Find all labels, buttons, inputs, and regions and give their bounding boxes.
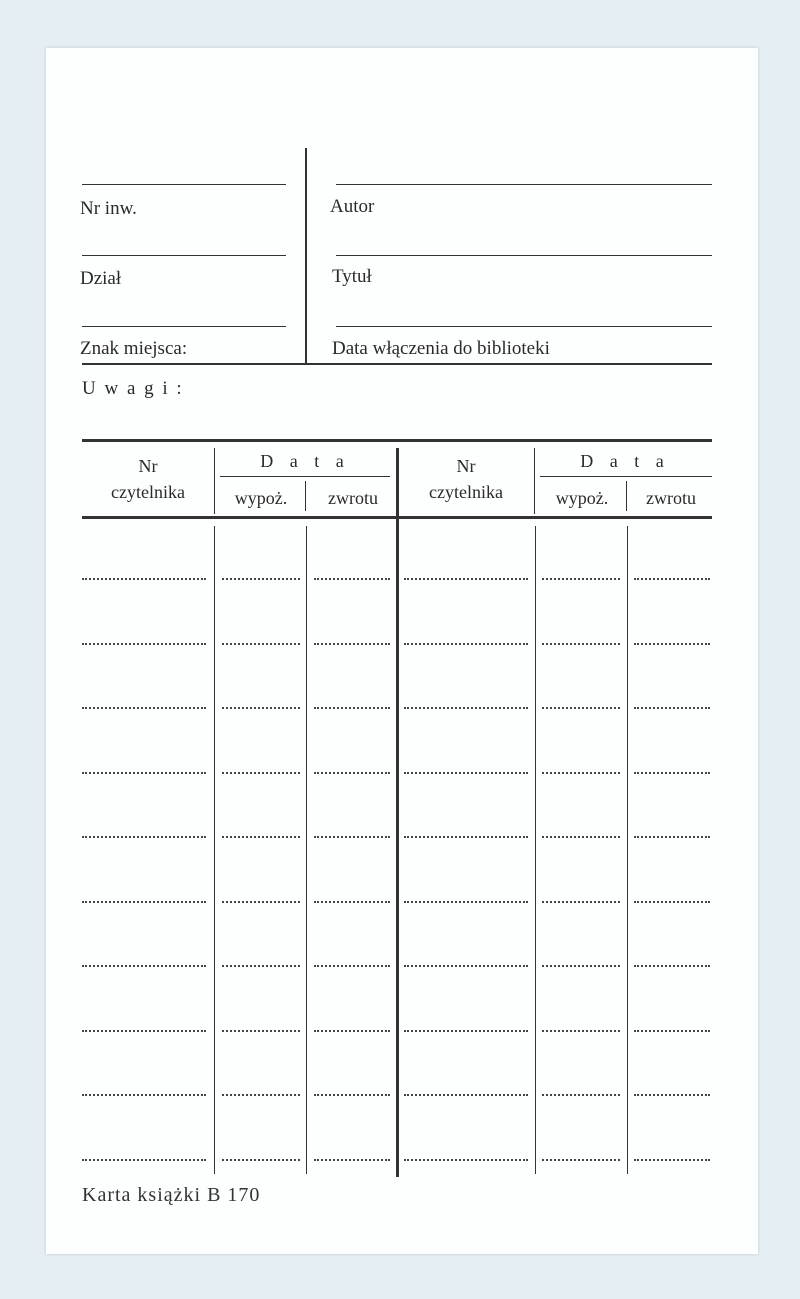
date-header-left: D a t a <box>260 451 350 471</box>
entry-dotted-line <box>634 1159 710 1161</box>
entry-dotted-line <box>222 901 300 903</box>
entry-dotted-line <box>542 1030 620 1032</box>
date-split-right <box>626 481 627 511</box>
entry-dotted-line <box>542 578 620 580</box>
entry-dotted-line <box>222 1030 300 1032</box>
reader-no-header-right-line1: Nr <box>456 456 476 476</box>
title-label: Tytuł <box>332 266 372 287</box>
title-line <box>336 255 712 256</box>
department-line <box>82 255 286 256</box>
entry-dotted-line <box>404 1030 528 1032</box>
entry-dotted-line <box>404 965 528 967</box>
entry-dotted-line <box>222 772 300 774</box>
entry-dotted-line <box>404 1159 528 1161</box>
entry-dotted-line <box>404 707 528 709</box>
library-book-card <box>46 48 758 1254</box>
reader-no-header-left-line2: czytelnika <box>111 482 185 502</box>
top-section-separator <box>82 363 712 365</box>
col-sep-3 <box>396 519 399 1177</box>
entry-dotted-line <box>314 901 390 903</box>
date-included-line <box>336 326 712 327</box>
entry-dotted-line <box>634 901 710 903</box>
entry-dotted-line <box>314 1159 390 1161</box>
entry-dotted-line <box>542 836 620 838</box>
col-sep-2 <box>306 526 307 1174</box>
entry-dotted-line <box>404 901 528 903</box>
entry-dotted-line <box>82 1030 206 1032</box>
entry-dotted-line <box>542 1159 620 1161</box>
col-sep-3-header <box>396 448 399 518</box>
shelf-mark-line <box>82 326 286 327</box>
entry-dotted-line <box>314 836 390 838</box>
return-header-right: zwrotu <box>646 488 696 508</box>
entry-dotted-line <box>82 772 206 774</box>
date-header-right: D a t a <box>580 451 670 471</box>
entry-dotted-line <box>222 643 300 645</box>
entry-dotted-line <box>314 578 390 580</box>
entry-dotted-line <box>634 965 710 967</box>
reader-no-header-right-line2: czytelnika <box>429 482 503 502</box>
entry-dotted-line <box>314 643 390 645</box>
entry-dotted-line <box>314 965 390 967</box>
entry-dotted-line <box>404 643 528 645</box>
date-included-label: Data włączenia do biblioteki <box>332 338 550 359</box>
entry-dotted-line <box>222 836 300 838</box>
entry-dotted-line <box>542 965 620 967</box>
entry-dotted-line <box>82 707 206 709</box>
entry-dotted-line <box>404 772 528 774</box>
col-sep-5 <box>627 526 628 1174</box>
entry-dotted-line <box>222 1094 300 1096</box>
entry-dotted-line <box>314 707 390 709</box>
entry-dotted-line <box>222 578 300 580</box>
entry-dotted-line <box>634 1030 710 1032</box>
entry-dotted-line <box>404 578 528 580</box>
entry-dotted-line <box>82 836 206 838</box>
borrow-header-left: wypoż. <box>234 488 288 508</box>
entry-dotted-line <box>314 1030 390 1032</box>
entry-dotted-line <box>222 1159 300 1161</box>
entry-dotted-line <box>634 643 710 645</box>
entry-dotted-line <box>404 1094 528 1096</box>
author-line <box>336 184 712 185</box>
entry-dotted-line <box>542 901 620 903</box>
entry-dotted-line <box>634 772 710 774</box>
entry-dotted-line <box>634 836 710 838</box>
shelf-mark-label: Znak miejsca: <box>80 338 188 359</box>
inventory-number-line <box>82 184 286 185</box>
department-label: Dział <box>80 268 122 289</box>
card-footer: Karta książki B 170 <box>82 1184 261 1206</box>
col-sep-4-header <box>534 448 535 514</box>
entry-dotted-line <box>404 836 528 838</box>
entry-dotted-line <box>82 1159 206 1161</box>
entry-dotted-line <box>542 707 620 709</box>
return-header-left: zwrotu <box>328 488 378 508</box>
reader-no-header-left-line1: Nr <box>138 456 158 476</box>
entry-dotted-line <box>222 965 300 967</box>
entry-dotted-line <box>542 1094 620 1096</box>
entry-dotted-line <box>82 965 206 967</box>
entry-dotted-line <box>314 1094 390 1096</box>
borrow-header-right: wypoż. <box>555 488 609 508</box>
entry-dotted-line <box>542 643 620 645</box>
author-label: Autor <box>330 196 375 217</box>
entry-dotted-line <box>314 772 390 774</box>
date-header-right-underline <box>540 476 712 477</box>
col-sep-1 <box>214 526 215 1174</box>
date-split-left <box>305 481 306 511</box>
entry-dotted-line <box>222 707 300 709</box>
entry-dotted-line <box>542 772 620 774</box>
entry-dotted-line <box>634 1094 710 1096</box>
entry-dotted-line <box>82 643 206 645</box>
entry-dotted-line <box>82 578 206 580</box>
entry-dotted-line <box>634 707 710 709</box>
inventory-number-label: Nr inw. <box>80 198 137 219</box>
entry-dotted-line <box>634 578 710 580</box>
table-top-border <box>82 439 712 442</box>
remarks-label: U w a g i : <box>82 378 184 399</box>
col-sep-4 <box>535 526 536 1174</box>
entry-dotted-line <box>82 1094 206 1096</box>
entry-dotted-line <box>82 901 206 903</box>
date-header-left-underline <box>220 476 390 477</box>
top-vertical-divider <box>305 148 307 364</box>
col-sep-1-header <box>214 448 215 514</box>
